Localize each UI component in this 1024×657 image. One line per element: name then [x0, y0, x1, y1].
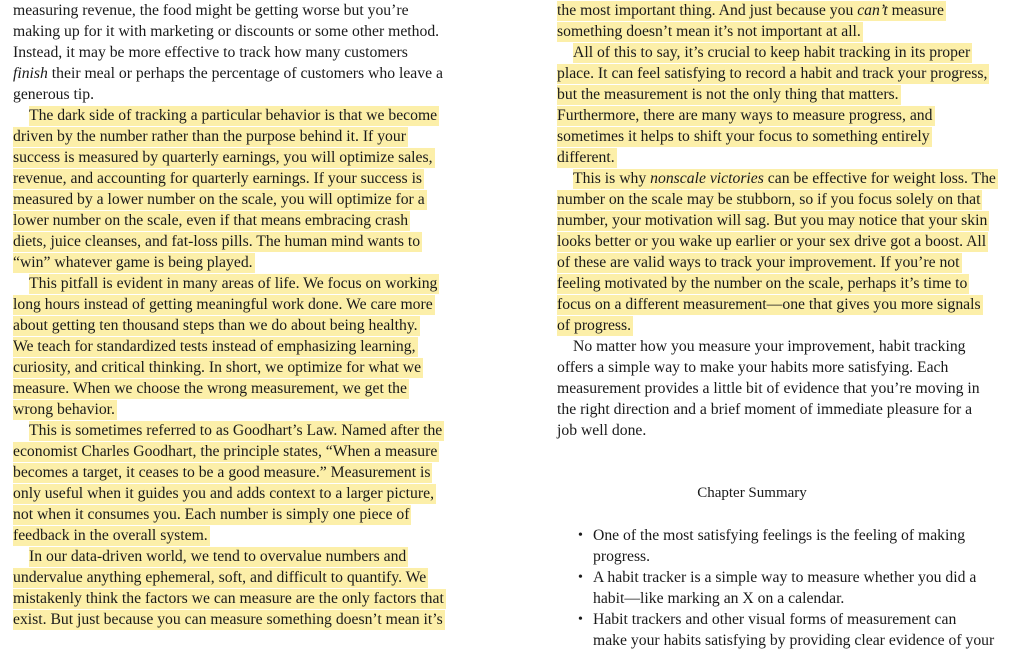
left-text-line — [13, 210, 483, 231]
left-text-line — [13, 231, 483, 252]
highlighted-text: focus on a different measurement—one that gives you more signals — [557, 296, 981, 313]
summary-bullet-list — [557, 525, 1017, 651]
right-text-line — [557, 231, 1017, 252]
body-text: finish their meal or perhaps the percentage of customers who leave a — [13, 65, 443, 82]
highlighted-text: about getting ten thousand steps than we do about being healthy. — [13, 317, 418, 334]
body-text: job well done. — [557, 422, 647, 439]
highlighted-text: mistakenly think the factors we can measure are the only factors that — [13, 590, 444, 607]
highlighted-text: driven by the number rather than the purpose behind it. If your — [13, 128, 406, 145]
highlighted-text: only useful when it guides you and adds context to a larger picture, — [13, 485, 434, 502]
right-text-line — [557, 315, 1017, 336]
left-page — [13, 0, 483, 630]
left-text-line — [13, 588, 483, 609]
highlighted-text: number on the scale may be stubborn, so if you focus solely on that — [557, 191, 981, 208]
right-text-line — [557, 63, 1017, 84]
left-text-line — [13, 294, 483, 315]
highlighted-text: lower number on the scale, even if that means embracing crash — [13, 212, 409, 229]
highlighted-text: exist. But just because you can measure something doesn’t mean it’s — [13, 611, 443, 628]
right-text-line — [557, 336, 1017, 357]
right-text-line — [557, 84, 1017, 105]
highlighted-text: feeling motivated by the number on the scale, perhaps it’s time to — [557, 275, 968, 292]
highlighted-text: feedback in the overall system. — [13, 527, 208, 544]
right-text-line — [557, 357, 1017, 378]
summary-bullet-item — [557, 609, 1017, 651]
bullet-text-line: progress. — [593, 548, 651, 565]
highlighted-text: not when it consumes you. Each number is simply one piece of — [13, 506, 410, 523]
right-text-line — [557, 21, 1017, 42]
left-text-line — [13, 189, 483, 210]
highlighted-text: measure. When we choose the wrong measurement, we get the — [13, 380, 407, 397]
highlighted-text: wrong behavior. — [13, 401, 115, 418]
right-text-line — [557, 105, 1017, 126]
highlighted-text: success is measured by quarterly earnings, you will optimize sales, — [13, 149, 433, 166]
right-text-line — [557, 420, 1017, 441]
bullet-text-line: • One of the most satisfying feelings is the feeling of making — [578, 527, 966, 544]
left-text-line — [13, 399, 483, 420]
right-text-line — [557, 147, 1017, 168]
right-text-line — [557, 399, 1017, 420]
left-text-line — [13, 273, 483, 294]
highlighted-text: This pitfall is evident in many areas of life. We focus on working — [29, 275, 438, 292]
left-text-line — [13, 441, 483, 462]
left-text-line — [13, 357, 483, 378]
left-text-line — [13, 168, 483, 189]
left-text-line — [13, 147, 483, 168]
summary-bullet-item — [557, 567, 1017, 609]
left-text-line — [13, 420, 483, 441]
body-text: making up for it with marketing or discounts or some other method. — [13, 23, 440, 40]
highlighted-text: In our data-driven world, we tend to overvalue numbers and — [29, 548, 407, 565]
highlighted-text: of progress. — [557, 317, 632, 334]
highlighted-text: revenue, and accounting for quarterly earnings. If your success is — [13, 170, 423, 187]
highlighted-text: Furthermore, there are many ways to measure progress, and — [557, 107, 933, 124]
right-page — [557, 0, 1017, 651]
highlighted-text: different. — [557, 149, 615, 166]
left-text-line — [13, 63, 483, 84]
summary-bullet-item — [557, 525, 1017, 567]
left-text-line — [13, 609, 483, 630]
left-text-line — [13, 0, 483, 21]
highlighted-text: “win” whatever game is being played. — [13, 254, 253, 271]
highlighted-text: the most important thing. And just because you can’t measure — [557, 2, 944, 19]
highlighted-text: We teach for standardized tests instead of emphasizing learning, — [13, 338, 416, 355]
body-text: measurement provides a little bit of evidence that you’re moving in — [557, 380, 980, 397]
left-text-line — [13, 336, 483, 357]
right-text-line — [557, 168, 1017, 189]
body-text: generous tip. — [13, 86, 95, 103]
bullet-dot-icon: • — [578, 570, 583, 585]
right-text-line — [557, 252, 1017, 273]
left-text-line — [13, 84, 483, 105]
right-text-line — [557, 210, 1017, 231]
left-text-line — [13, 567, 483, 588]
bullet-dot-icon: • — [578, 612, 583, 627]
left-text-line — [13, 546, 483, 567]
bullet-text-line: habit—like marking an X on a calendar. — [593, 590, 845, 607]
highlighted-text: something doesn’t mean it’s not important at all. — [557, 23, 861, 40]
bullet-dot-icon: • — [578, 528, 583, 543]
highlighted-text: measured by a lower number on the scale, you will optimize for a — [13, 191, 425, 208]
chapter-summary-heading: Chapter Summary — [697, 485, 807, 501]
bullet-text-line: make your habits satisfying by providing clear evidence of your — [593, 632, 995, 649]
highlighted-text: number, your motivation will sag. But you may notice that your skin — [557, 212, 988, 229]
left-text-line — [13, 483, 483, 504]
right-text-line — [557, 378, 1017, 399]
left-text-line — [13, 504, 483, 525]
body-text: No matter how you measure your improvement, habit tracking — [573, 338, 966, 355]
right-page-text — [557, 0, 1017, 441]
highlighted-text: but the measurement is not the only thing that matters. — [557, 86, 899, 103]
highlighted-text: curiosity, and critical thinking. In short, we optimize for what we — [13, 359, 422, 376]
highlighted-text: All of this to say, it’s crucial to keep habit tracking in its proper — [573, 44, 971, 61]
highlighted-text: diets, juice cleanses, and fat-loss pills. The human mind wants to — [13, 233, 421, 250]
right-text-line — [557, 42, 1017, 63]
right-text-line — [557, 273, 1017, 294]
highlighted-text: The dark side of tracking a particular behavior is that we become — [29, 107, 438, 124]
left-page-text — [13, 0, 483, 630]
highlighted-text: undervalue anything ephemeral, soft, and difficult to quantify. We — [13, 569, 427, 586]
body-text: offers a simple way to make your habits more satisfying. Each — [557, 359, 949, 376]
left-text-line — [13, 126, 483, 147]
highlighted-text: This is sometimes referred to as Goodhart’s Law. Named after the — [29, 422, 443, 439]
left-text-line — [13, 21, 483, 42]
body-text: the right direction and a brief moment of immediate pleasure for a — [557, 401, 973, 418]
left-text-line — [13, 252, 483, 273]
highlighted-text: economist Charles Goodhart, the principle states, “When a measure — [13, 443, 438, 460]
highlighted-text: of these are valid ways to track your improvement. If you’re not — [557, 254, 960, 271]
highlighted-text: This is why nonscale victories can be effective for weight loss. The — [573, 170, 996, 187]
bullet-text-line: • Habit trackers and other visual forms of measurement can — [578, 611, 957, 628]
right-text-line — [557, 294, 1017, 315]
highlighted-text: sometimes it helps to shift your focus to something entirely — [557, 128, 930, 145]
highlighted-text: looks better or you wake up earlier or your sex drive got a boost. All — [557, 233, 987, 250]
highlighted-text: long hours instead of getting meaningful work done. We care more — [13, 296, 433, 313]
right-text-line — [557, 0, 1017, 21]
left-text-line — [13, 105, 483, 126]
left-text-line — [13, 462, 483, 483]
left-text-line — [13, 42, 483, 63]
left-text-line — [13, 378, 483, 399]
left-text-line — [13, 315, 483, 336]
left-text-line — [13, 525, 483, 546]
right-text-line — [557, 126, 1017, 147]
body-text: Instead, it may be more effective to track how many customers — [13, 44, 408, 61]
highlighted-text: place. It can feel satisfying to record a habit and track your progress, — [557, 65, 988, 82]
highlighted-text: becomes a target, it ceases to be a good measure.” Measurement is — [13, 464, 431, 481]
body-text: measuring revenue, the food might be getting worse but you’re — [13, 2, 409, 19]
bullet-text-line: • A habit tracker is a simple way to measure whether you did a — [578, 569, 977, 586]
right-text-line — [557, 189, 1017, 210]
